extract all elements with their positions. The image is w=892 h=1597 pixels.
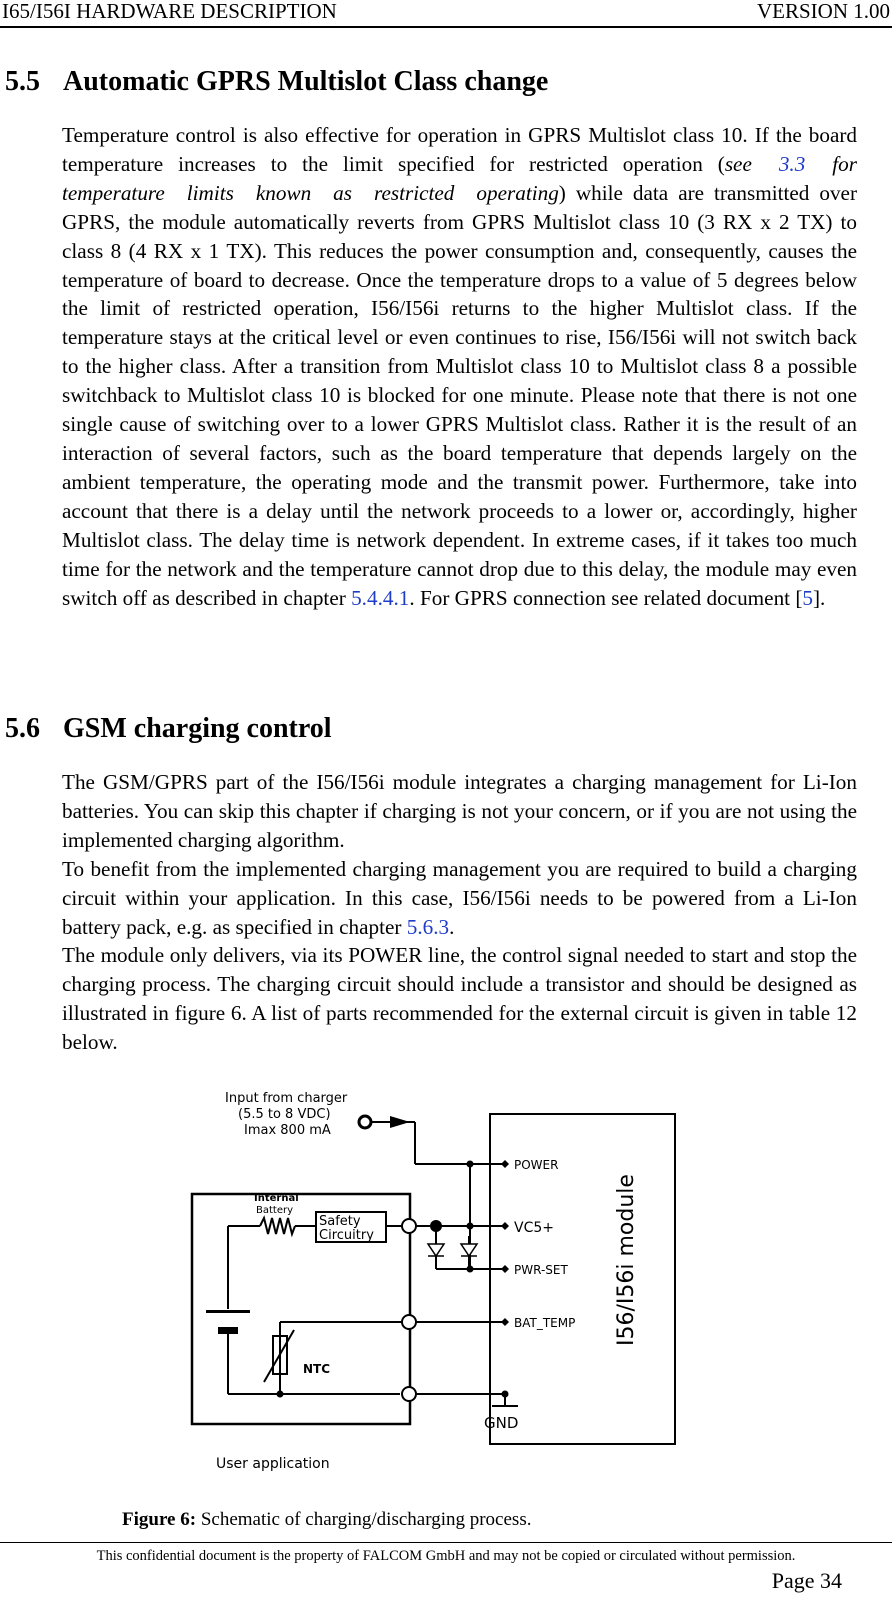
section-number: 5.6 (5, 713, 40, 744)
text-run: for temperature limits known as restricted operating (62, 151, 857, 205)
safety-label: Circuitry (319, 1228, 374, 1243)
text-run: Temperature control is also effective for operation in GPRS Multislot class 10. If the board temperature increases to the limit specified for restricted operation ( (62, 123, 857, 176)
header-title: I65/I56I HARDWARE DESCRIPTION (2, 0, 337, 23)
footer-divider (0, 1542, 892, 1543)
document-link-5[interactable]: 5 (802, 585, 813, 610)
diode-icon (428, 1244, 444, 1256)
input-arrow (390, 1116, 410, 1128)
confidentiality-notice: This confidential document is the property of FALCOM GmbH and may not be copied or circulated without permission. (96, 1548, 796, 1564)
terminal-circle (402, 1219, 416, 1233)
pin-marker (501, 1160, 509, 1168)
terminal-circle (402, 1315, 416, 1329)
chapter-link-3-3[interactable]: 3.3 (778, 151, 806, 176)
internal-resistor (260, 1218, 295, 1234)
user-application-label: User application (216, 1456, 330, 1472)
section-title: GSM charging control (63, 713, 332, 744)
safety-label: Safety (319, 1214, 361, 1229)
section-5-5-body (62, 121, 857, 612)
input-label: (5.5 to 8 VDC) (238, 1107, 331, 1122)
input-terminal (359, 1116, 371, 1128)
paragraph: The module only delivers, via its POWER line, the control signal needed to start and stop the charging process. The charging circuit should include a transistor and should be designed as illustrated in figure 6. A list of parts recommended for the external circuit is given in table 12 below. (62, 943, 857, 1055)
pin-label-battemp: BAT_TEMP (514, 1316, 576, 1330)
junction-dot (467, 1161, 474, 1168)
junction-dot (502, 1391, 509, 1398)
chapter-link-5-4-4-1[interactable]: 5.4.4.1 (351, 585, 410, 610)
page-number: Page 34 (771, 1568, 842, 1593)
user-application-box (192, 1194, 410, 1424)
diode-icon (461, 1244, 477, 1256)
text-run: ) while data are transmitted over GPRS, the module automatically reverts from GPRS Multislot class 10 (3 RX x 2 TX) to class 8 (4 RX x 1 TX). This reduces the power consumption and, consequently, causes the temperature of board to decrease. Once the temperature drops to a value of 5 degrees below the limit of restricted operation, I56/I56i returns to the higher Multislot class. If the temperature stays at the critical level or even continues to rise, I56/I56i will not switch back to the higher class. After a transition from Multislot class 10 to Multislot class 8 a possible switchback to Multislot class 10 is blocked for one minute. Please note that there is not one single cause of switching over to a lower GPRS Multislot class. Rather it is the result of an interaction of several factors, such as the board temperature that depends largely on the ambient temperature, the operating mode and the transmit power. Furthermore, take into account that there is a delay until the network proceeds to a lower or, accordingly, higher Multislot class. The delay time is network dependent. In extreme cases, if it takes too much time for the network and the temperature cannot drop due to this delay, the module may even switch off as described in chapter (62, 180, 858, 610)
pin-label-power: POWER (514, 1158, 559, 1172)
chapter-link-5-6-3[interactable]: 5.6.3 (406, 914, 450, 939)
internal-battery-label: Internal (254, 1193, 299, 1204)
header-version: VERSION 1.00 (756, 0, 890, 23)
pin-marker (501, 1222, 509, 1230)
ntc-label: NTC (303, 1362, 331, 1376)
input-label: Input from charger (225, 1091, 348, 1106)
caption-label: Figure 6: (122, 1509, 197, 1530)
paragraph (62, 121, 857, 612)
section-heading-5-5 (5, 66, 548, 98)
text-run: ]. (813, 585, 826, 610)
charging-schematic-figure (180, 1084, 700, 1484)
internal-battery-label: Battery (256, 1205, 294, 1216)
pin-marker (501, 1265, 509, 1273)
input-label: Imax 800 mA (244, 1123, 331, 1138)
page-header (0, 0, 892, 28)
junction-dot (277, 1391, 284, 1398)
section-5-6-body (62, 768, 857, 1057)
pin-marker (501, 1318, 509, 1326)
text-run: . (449, 914, 455, 939)
pin-label-pwrset: PWR-SET (514, 1263, 568, 1277)
text-run: . For GPRS connection see related document [ (409, 585, 803, 610)
text-run: To benefit from the implemented charging management you are required to build a charging circuit within your application. In this case, I56/I56i needs to be powered from a Li-Ion battery pack, e.g. as specified in chapter (62, 856, 857, 939)
battery-plate-short (218, 1327, 238, 1334)
caption-text: Schematic of charging/discharging process. (196, 1509, 532, 1530)
terminal-circle (402, 1387, 416, 1401)
section-heading-5-6 (5, 713, 332, 745)
section-title: Automatic GPRS Multislot Class change (63, 66, 549, 97)
paragraph (62, 855, 857, 942)
junction-dot (467, 1266, 474, 1273)
junction-dot (430, 1220, 442, 1232)
module-label: I56/I56i module (614, 1174, 639, 1346)
battery-plate-long (206, 1310, 250, 1313)
junction-dot (467, 1223, 474, 1230)
section-number: 5.5 (5, 66, 40, 97)
pin-label-vc5: VC5+ (514, 1220, 554, 1236)
paragraph: The GSM/GPRS part of the I56/I56i module integrates a charging management for Li-Ion batteries. You can skip this chapter if charging is not your concern, or if you are not using the implemented charging algorithm. (62, 770, 857, 852)
text-run: see (724, 151, 779, 176)
pin-label-gnd: GND (484, 1414, 519, 1432)
figure-caption (122, 1508, 531, 1532)
